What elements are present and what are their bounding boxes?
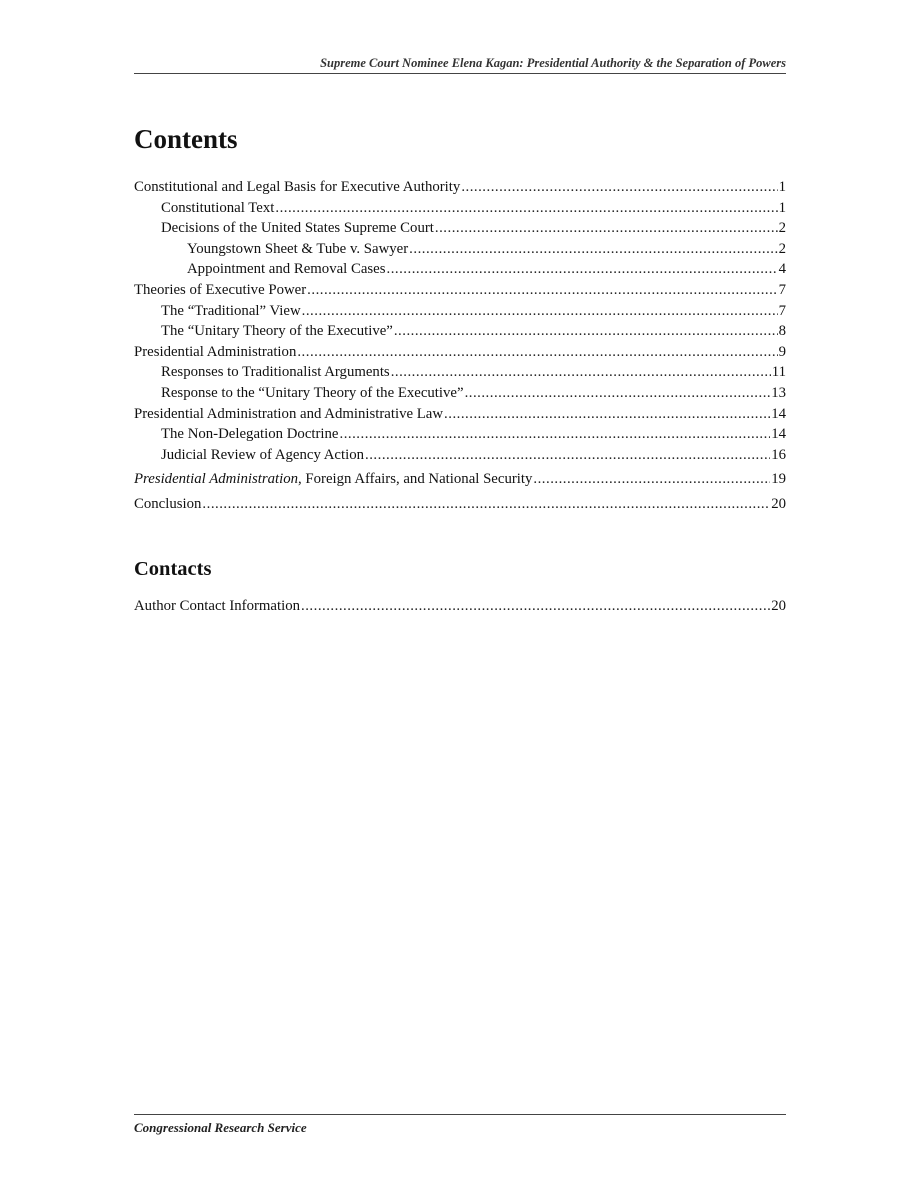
toc-entry-title: The Non-Delegation Doctrine (161, 426, 339, 443)
toc-entry-title: The “Traditional” View (161, 302, 301, 319)
toc-entry[interactable] (134, 404, 786, 425)
toc-entry-page: 2 (778, 240, 786, 257)
toc-entry[interactable] (134, 239, 786, 260)
dot-leader (365, 445, 770, 466)
toc-entry-title: Youngstown Sheet & Tube v. Sawyer (187, 240, 409, 257)
toc-entry-page: 20 (771, 598, 786, 614)
dot-leader (394, 321, 778, 342)
toc-entry-title: Judicial Review of Agency Action (161, 446, 365, 463)
toc-entry-page: 4 (778, 261, 786, 278)
toc-entry[interactable] (134, 445, 786, 466)
toc-entry-title-italic: Presidential Administration (134, 471, 299, 488)
dot-leader (533, 469, 770, 490)
toc-entry[interactable] (134, 342, 786, 363)
toc-entry-title: Constitutional Text (161, 199, 275, 216)
dot-leader (409, 239, 777, 260)
dot-leader (307, 280, 777, 301)
toc-entry-page: 14 (771, 426, 786, 443)
dot-leader (435, 218, 778, 239)
toc-entry-title: Appointment and Removal Cases (187, 261, 386, 278)
toc-entry[interactable] (134, 301, 786, 322)
header-rule (134, 73, 786, 74)
toc-entry-title (134, 469, 532, 490)
dot-leader (340, 424, 771, 445)
toc-entry[interactable] (134, 596, 786, 617)
dot-leader (297, 342, 777, 363)
toc-entry-page: 9 (778, 343, 786, 360)
toc-entry-title: Decisions of the United States Supreme Court (161, 220, 434, 237)
toc-entry[interactable] (134, 218, 786, 239)
toc-entry[interactable] (134, 494, 786, 515)
footer-rule (134, 1114, 786, 1115)
toc-entry[interactable] (134, 177, 786, 198)
toc-entry-title: Responses to Traditionalist Arguments (161, 364, 390, 381)
toc-entry-title-rest: , Foreign Affairs, and National Security (298, 471, 533, 488)
dot-leader (301, 596, 770, 617)
running-header-title: Supreme Court Nominee Elena Kagan: Presidential Authority & the Separation of Powers (320, 56, 786, 70)
toc-entry-page: 13 (771, 384, 786, 401)
toc-entry[interactable] (134, 424, 786, 445)
toc-entry-page: 2 (778, 220, 786, 237)
dot-leader (302, 301, 778, 322)
toc-entry[interactable] (134, 198, 786, 219)
toc-entry-page: 19 (771, 471, 786, 488)
toc-entry[interactable] (134, 469, 786, 490)
dot-leader (202, 494, 770, 515)
toc-entry-page: 1 (778, 199, 786, 216)
toc-entry[interactable] (134, 321, 786, 342)
toc-entry-page: 11 (771, 364, 786, 381)
contents-heading: Contents (134, 124, 238, 154)
toc-entry[interactable] (134, 280, 786, 301)
toc-entry-page: 14 (771, 405, 786, 422)
toc-entry-title: Presidential Administration and Administrative Law (134, 405, 444, 422)
toc-entry-page: 7 (778, 281, 786, 298)
toc-entry-title: Theories of Executive Power (134, 281, 307, 298)
toc-entry-page: 20 (771, 495, 786, 512)
dot-leader (275, 198, 777, 219)
running-footer: Congressional Research Service (134, 1120, 307, 1135)
dot-leader (465, 383, 771, 404)
toc-entry-title: Response to the “Unitary Theory of the Executive” (161, 384, 464, 401)
contacts-heading: Contacts (134, 558, 212, 580)
dot-leader (444, 404, 770, 425)
dot-leader (387, 259, 778, 280)
toc-entry-title: Author Contact Information (134, 598, 301, 614)
toc-entry[interactable] (134, 362, 786, 383)
toc-entry-title: The “Unitary Theory of the Executive” (161, 323, 393, 340)
toc-entry[interactable] (134, 259, 786, 280)
toc-entry[interactable] (134, 383, 786, 404)
toc-entry-page: 7 (778, 302, 786, 319)
contents-list (134, 177, 786, 515)
contacts-list (134, 596, 786, 617)
toc-entry-title: Constitutional and Legal Basis for Executive Authority (134, 179, 461, 195)
toc-entry-title: Conclusion (134, 495, 202, 512)
toc-entry-page: 1 (778, 179, 786, 195)
toc-entry-title: Presidential Administration (134, 343, 297, 360)
toc-entry-page: 8 (778, 323, 786, 340)
dot-leader (461, 177, 777, 198)
toc-entry-page: 16 (771, 446, 786, 463)
dot-leader (391, 362, 771, 383)
